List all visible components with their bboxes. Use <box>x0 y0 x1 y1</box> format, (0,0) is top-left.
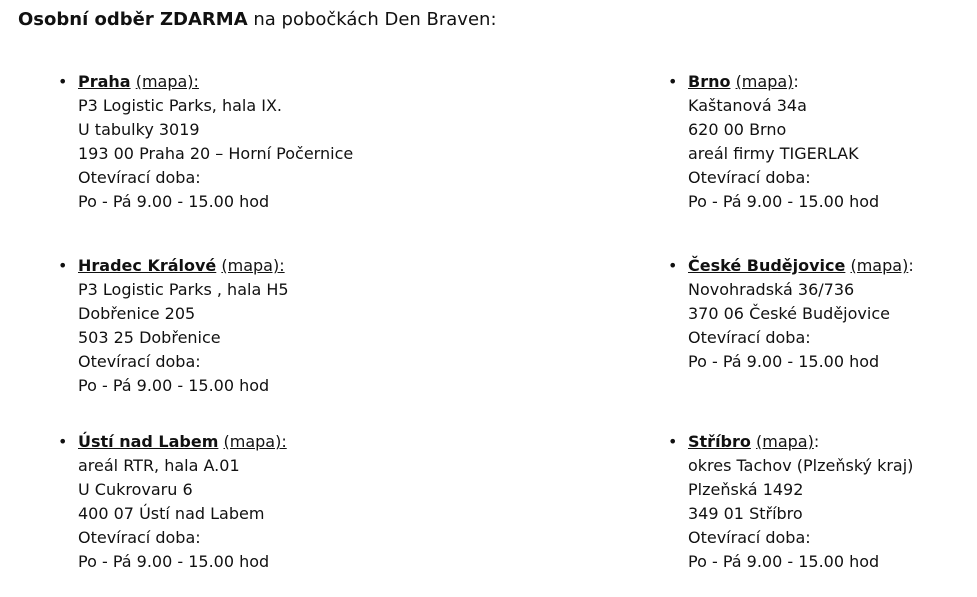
heading-rest: na pobočkách Den Braven: <box>247 9 497 30</box>
opening-hours: Po - Pá 9.00 - 15.00 hod <box>78 552 270 571</box>
address-line: Novohradská 36/736 <box>688 280 855 299</box>
map-link[interactable]: (mapa): <box>135 72 199 91</box>
branch-city-link[interactable]: Ústí nad Labem <box>78 432 219 451</box>
opening-label: Otevírací doba: <box>78 528 201 547</box>
branch-praha <box>58 70 354 214</box>
opening-label: Otevírací doba: <box>688 168 811 187</box>
address-line: U tabulky 3019 <box>78 120 200 139</box>
branch-city-link[interactable]: Stříbro <box>688 432 751 451</box>
opening-hours: Po - Pá 9.00 - 15.00 hod <box>688 552 880 571</box>
page-heading <box>18 8 497 32</box>
branch-title <box>78 430 287 454</box>
bullet-icon: • <box>668 72 678 91</box>
heading-bold: Osobní odběr ZDARMA <box>18 9 248 30</box>
branch-city-link[interactable]: Praha <box>78 72 131 91</box>
bullet-icon: • <box>58 432 68 451</box>
bullet-icon: • <box>668 256 678 275</box>
opening-hours: Po - Pá 9.00 - 15.00 hod <box>688 192 880 211</box>
map-link[interactable]: (mapa) <box>850 256 909 275</box>
title-suffix: : <box>908 256 914 275</box>
map-link[interactable]: (mapa): <box>223 432 287 451</box>
opening-label: Otevírací doba: <box>78 168 201 187</box>
address-line: 400 07 Ústí nad Labem <box>78 504 265 523</box>
address-line: U Cukrovaru 6 <box>78 480 193 499</box>
address-line: 349 01 Stříbro <box>688 504 803 523</box>
opening-label: Otevírací doba: <box>688 328 811 347</box>
address-line: Dobřenice 205 <box>78 304 196 323</box>
branch-title <box>688 254 914 278</box>
bullet-icon: • <box>668 432 678 451</box>
branch-title <box>688 430 913 454</box>
address-line: areál RTR, hala A.01 <box>78 456 240 475</box>
address-line: 370 06 České Budějovice <box>688 304 890 323</box>
address-line: 620 00 Brno <box>688 120 787 139</box>
opening-hours: Po - Pá 9.00 - 15.00 hod <box>78 192 270 211</box>
address-line: 503 25 Dobřenice <box>78 328 221 347</box>
branch-usti-nad-labem <box>58 430 287 574</box>
bullet-icon: • <box>58 72 68 91</box>
map-link[interactable]: (mapa) <box>755 432 814 451</box>
address-line: Kaštanová 34a <box>688 96 807 115</box>
branch-city-link[interactable]: Hradec Králové <box>78 256 217 275</box>
title-suffix: : <box>793 72 799 91</box>
address-line: Plzeňská 1492 <box>688 480 804 499</box>
opening-label: Otevírací doba: <box>688 528 811 547</box>
opening-hours: Po - Pá 9.00 - 15.00 hod <box>688 352 880 371</box>
title-suffix: : <box>813 432 820 451</box>
map-link[interactable]: (mapa): <box>221 256 285 275</box>
address-line: 193 00 Praha 20 – Horní Počernice <box>78 144 354 163</box>
branch-title <box>688 70 879 94</box>
branch-title <box>78 70 353 94</box>
map-link[interactable]: (mapa) <box>735 72 794 91</box>
branch-brno <box>668 70 880 214</box>
opening-label: Otevírací doba: <box>78 352 201 371</box>
address-line: okres Tachov (Plzeňský kraj) <box>688 456 914 475</box>
branch-ceske-budejovice <box>668 254 914 374</box>
branch-city-link[interactable]: České Budějovice <box>688 256 846 275</box>
branch-stribro <box>668 430 914 574</box>
branch-city-link[interactable]: Brno <box>688 72 731 91</box>
branch-hradec-kralove <box>58 254 289 398</box>
address-line: P3 Logistic Parks , hala H5 <box>78 280 289 299</box>
address-line: P3 Logistic Parks, hala IX. <box>78 96 283 115</box>
address-line: areál firmy TIGERLAK <box>688 144 859 163</box>
bullet-icon: • <box>58 256 68 275</box>
branch-title <box>78 254 289 278</box>
opening-hours: Po - Pá 9.00 - 15.00 hod <box>78 376 270 395</box>
